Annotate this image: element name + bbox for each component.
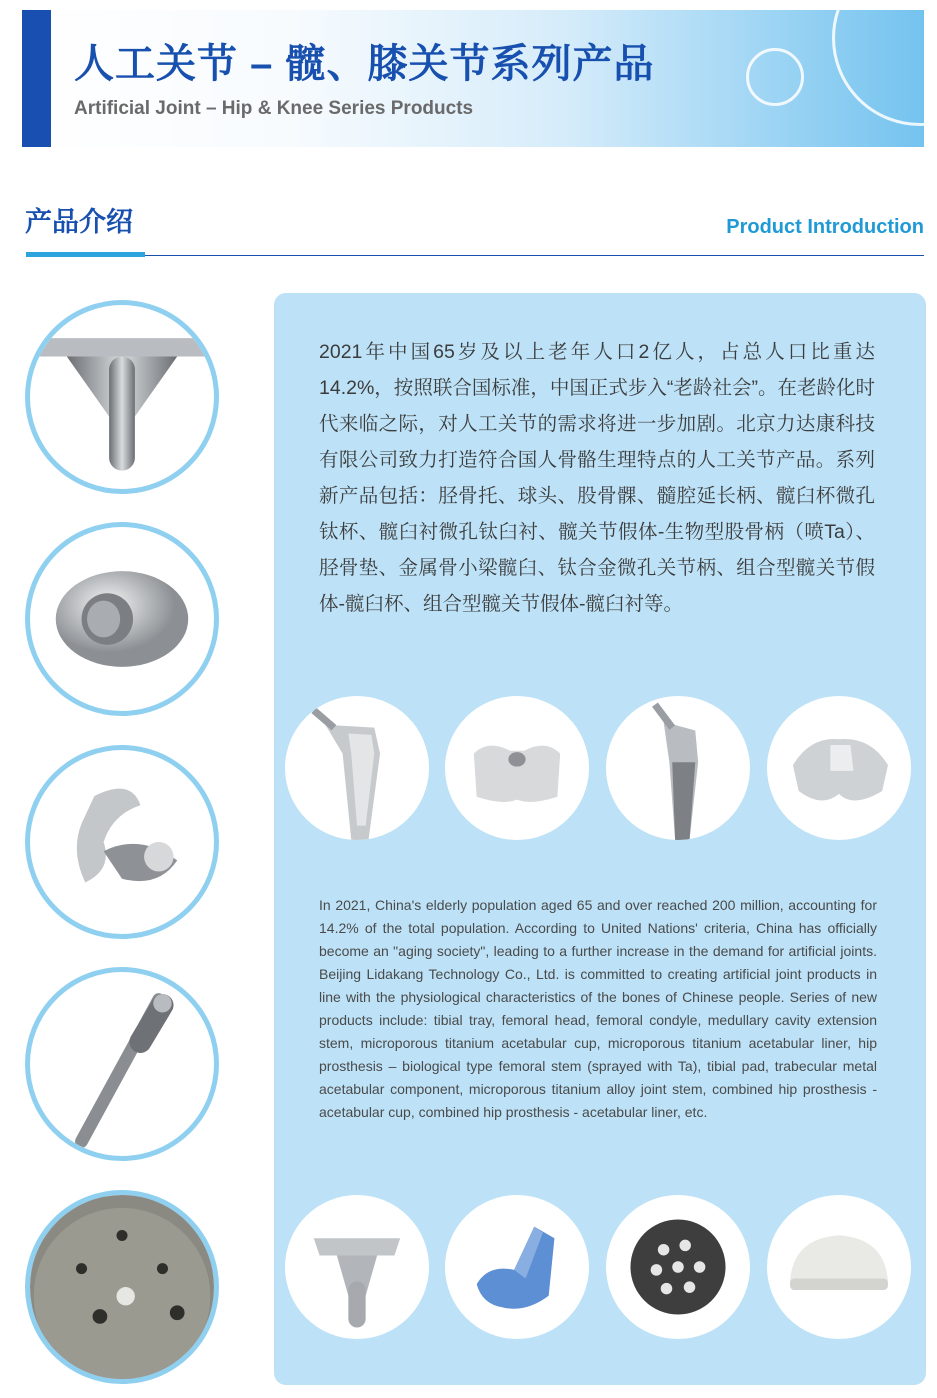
acetabular-cup-blue-illustration: [445, 1195, 589, 1339]
titanium-joint-stem-photo: [285, 1195, 429, 1339]
acetabular-liner-photo: [767, 1195, 911, 1339]
acetabular-cup-illustration: [30, 1195, 214, 1379]
tibial-pad-photo: [767, 696, 911, 840]
tibial-insert-photo: [445, 696, 589, 840]
section-divider-accent: [26, 252, 145, 257]
trabecular-metal-photo: [606, 1195, 750, 1339]
decorative-circle-small: [746, 48, 804, 106]
biological-femoral-stem-photo: [606, 696, 750, 840]
page-title: 人工关节 – 髋、膝关节系列产品: [74, 42, 655, 86]
tibial-tray-photo: [25, 300, 219, 494]
femoral-stem-photo: [285, 696, 429, 840]
decorative-circle-large: [832, 10, 924, 126]
femoral-stem-illustration: [285, 696, 429, 840]
extension-stem-illustration: [30, 972, 214, 1156]
tibial-pad-illustration: [767, 696, 911, 840]
section-title-en: Product Introduction: [726, 216, 924, 238]
tibial-tray-illustration: [30, 305, 214, 489]
header-banner: [22, 10, 924, 147]
femoral-head-illustration: [30, 527, 214, 711]
section-title-cn: 产品介绍: [25, 207, 133, 237]
femoral-condyle-photo: [25, 745, 219, 939]
page-subtitle: Artificial Joint – Hip & Knee Series Products: [74, 98, 474, 119]
acetabular-cup-photo: [25, 1190, 219, 1384]
intro-paragraph-cn: 2021年中国65岁及以上老年人口2亿人，占总人口比重达14.2%，按照联合国标准，中国正式步入“老龄社会”。在老龄化时代来临之际，对人工关节的需求将进一步加剧。北京力达康科技有限公司致力打造符合国人骨骼生理特点的人工关节产品。系列新产品包括：胫骨托、球头、股骨髁、髓腔延长柄、髋臼杯微孔钛杯、髋臼衬微孔钛臼衬、髋关节假体-生物型股骨柄（喷Ta）、胫骨垫、金属骨小梁髋臼、钛合金微孔关节柄、组合型髋关节假体-髋臼杯、组合型髋关节假体-髋臼衬等。: [319, 341, 875, 615]
tibial-insert-illustration: [445, 696, 589, 840]
biological-femoral-stem-illustration: [606, 696, 750, 840]
trabecular-metal-illustration: [606, 1195, 750, 1339]
acetabular-cup-blue-photo: [445, 1195, 589, 1339]
header-accent-bar: [22, 10, 51, 147]
acetabular-liner-illustration: [767, 1195, 911, 1339]
intro-paragraph-en: In 2021, China's elderly population aged 65 and over reached 200 million, accounting for 14.2% of the total population. According to United Nations' criteria, China has officially become an "aging society", leading to a further increase in the demand for artificial joints. Beijing Lidakang Technology Co., Ltd. is committed to creating artificial joint products in line with the physiological characteristics of the bones of Chinese people. Series of new products include: tibial tray, femoral head, femoral condyle, medullary cavity extension stem, microporous titanium acetabular cup, microporous titanium acetabular liner, hip prosthesis – biological type femoral stem (sprayed with Ta), tibial pad, trabecular metal acetabular component, microporous titanium alloy joint stem, combined hip prosthesis - acetabular cup, combined hip prosthesis - acetabular liner, etc.: [319, 897, 877, 1120]
titanium-joint-stem-illustration: [285, 1195, 429, 1339]
femoral-condyle-illustration: [30, 750, 214, 934]
extension-stem-photo: [25, 967, 219, 1161]
femoral-head-photo: [25, 522, 219, 716]
section-divider: [26, 255, 924, 256]
